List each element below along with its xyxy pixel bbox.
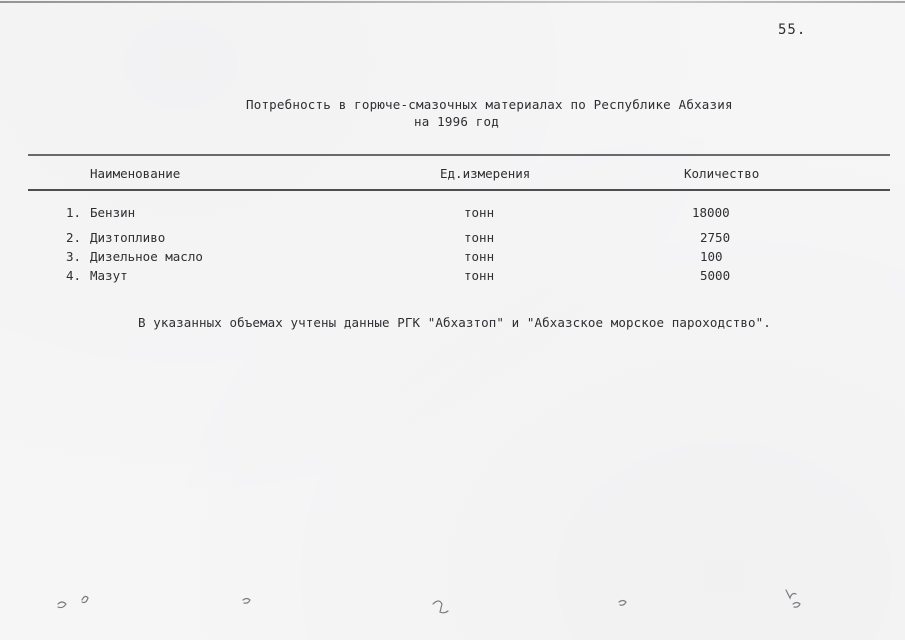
table-top-rule (28, 154, 890, 156)
table-row (0, 230, 905, 248)
mark-4 (433, 601, 448, 613)
row-number: 3. (66, 249, 82, 264)
row-number: 1. (66, 205, 82, 220)
row-name: Дизельное масло (90, 249, 203, 264)
row-quantity: 5000 (700, 268, 731, 283)
table-row (0, 249, 905, 267)
row-name: Дизтопливо (90, 230, 166, 245)
title-line-2: на 1996 год (414, 114, 499, 129)
title-line-1: Потребность в горюче-смазочных материалах по Республике Абхазия (246, 97, 733, 112)
row-unit: тонн (464, 205, 495, 220)
page-number: 55. (778, 22, 807, 38)
mark-7 (793, 603, 800, 608)
page-top-edge (0, 1, 905, 3)
column-header-unit: Ед.измерения (440, 166, 531, 181)
mark-5 (619, 601, 626, 606)
table-row (0, 205, 905, 223)
document-title (246, 96, 766, 130)
mark-6 (786, 590, 796, 598)
mark-3 (243, 599, 250, 604)
column-header-name: Наименование (90, 166, 181, 181)
row-quantity: 2750 (700, 230, 731, 245)
row-number: 2. (66, 230, 82, 245)
row-quantity: 18000 (692, 205, 730, 220)
note-text: В указанных объемах учтены данные РГК "Абхазтоп" и "Абхазское морское пароходство". (138, 315, 771, 330)
mark-2 (82, 596, 88, 602)
row-quantity: 100 (700, 249, 723, 264)
column-header-quantity: Количество (684, 166, 760, 181)
row-number: 4. (66, 268, 82, 283)
table-header-rule (28, 189, 890, 191)
mark-1 (58, 602, 66, 608)
row-unit: тонн (464, 230, 495, 245)
row-unit: тонн (464, 249, 495, 264)
row-name: Бензин (90, 205, 136, 220)
row-name: Мазут (90, 268, 128, 283)
row-unit: тонн (464, 268, 495, 283)
table-row (0, 268, 905, 286)
